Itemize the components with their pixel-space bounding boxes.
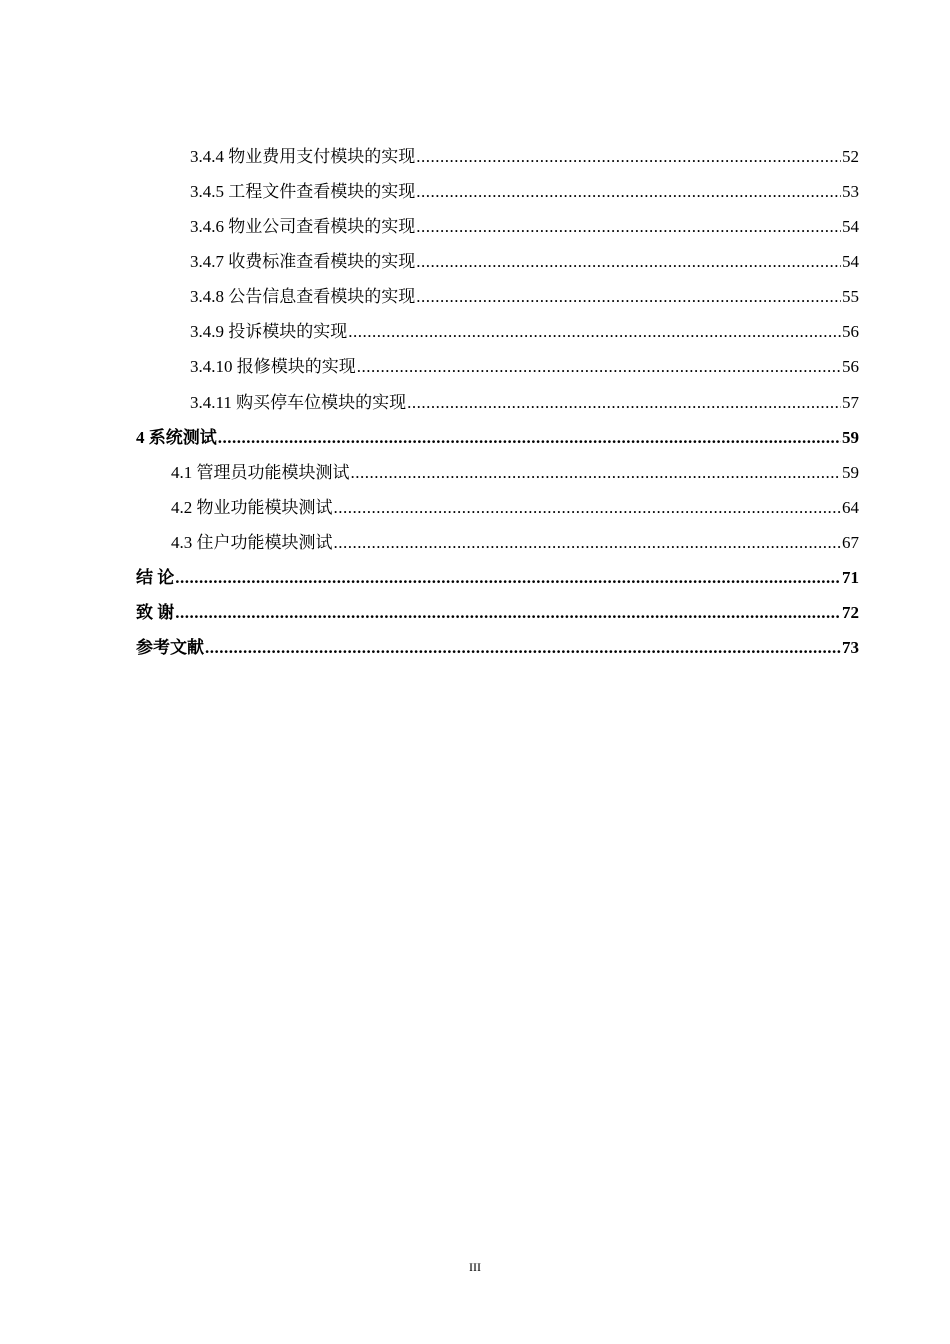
dot-leader [218, 423, 841, 453]
toc-entry-title: 3.4.11 购买停车位模块的实现 [190, 393, 407, 412]
toc-entry[interactable] [190, 317, 859, 347]
toc-entry-title: 4.2 物业功能模块测试 [171, 498, 333, 517]
toc-entry[interactable] [190, 142, 859, 172]
dot-leader [357, 352, 841, 382]
toc-entry-page: 71 [842, 568, 859, 587]
dot-leader [334, 493, 842, 523]
toc-entry-page: 67 [842, 533, 859, 552]
toc-entry-title: 参考文献 [136, 638, 204, 657]
toc-entry-page: 53 [842, 182, 859, 201]
toc-entry[interactable] [171, 458, 859, 488]
toc-entry-title: 4.1 管理员功能模块测试 [171, 463, 350, 482]
toc-entry-title: 3.4.7 收费标准查看模块的实现 [190, 252, 416, 271]
toc-entry-page: 57 [842, 393, 859, 412]
toc-entry-title: 3.4.10 报修模块的实现 [190, 357, 356, 376]
toc-entry-title: 3.4.9 投诉模块的实现 [190, 322, 348, 341]
toc-entry[interactable] [136, 423, 859, 453]
toc-entry[interactable] [136, 598, 859, 628]
toc-entry-title: 3.4.6 物业公司查看模块的实现 [190, 217, 416, 236]
dot-leader [175, 598, 841, 628]
toc-entry[interactable] [190, 247, 859, 277]
dot-leader [205, 633, 841, 663]
toc-entry-title: 3.4.8 公告信息查看模块的实现 [190, 287, 416, 306]
toc-entry[interactable] [190, 282, 859, 312]
page-number: III [469, 1260, 481, 1274]
toc-entry-page: 59 [842, 428, 859, 447]
dot-leader [416, 142, 841, 172]
dot-leader [175, 563, 841, 593]
toc-entry-page: 72 [842, 603, 859, 622]
dot-leader [416, 177, 841, 207]
toc-entry[interactable] [171, 528, 859, 558]
toc-entry-page: 56 [842, 322, 859, 341]
toc-entry-page: 55 [842, 287, 859, 306]
toc-entry-page: 54 [842, 217, 859, 236]
toc-entry-page: 52 [842, 147, 859, 166]
dot-leader [334, 528, 842, 558]
toc-entry-title: 3.4.5 工程文件查看模块的实现 [190, 182, 416, 201]
toc-entry[interactable] [190, 352, 859, 382]
toc-entry-title: 4.3 住户功能模块测试 [171, 533, 333, 552]
dot-leader [407, 388, 841, 418]
toc-entry-title: 4 系统测试 [136, 428, 217, 447]
toc-entry-page: 59 [842, 463, 859, 482]
toc-entry[interactable] [190, 212, 859, 242]
toc-entry-page: 73 [842, 638, 859, 657]
dot-leader [416, 212, 841, 242]
toc-entry[interactable] [136, 633, 859, 663]
toc-entry[interactable] [190, 388, 859, 418]
toc-entry-title: 结 论 [136, 568, 175, 587]
dot-leader [416, 282, 841, 312]
toc-entry-page: 64 [842, 498, 859, 517]
dot-leader [416, 247, 841, 277]
toc-entry-page: 54 [842, 252, 859, 271]
dot-leader [348, 317, 841, 347]
toc-entry-title: 3.4.4 物业费用支付模块的实现 [190, 147, 416, 166]
toc-entry-title: 致 谢 [136, 603, 175, 622]
toc-entry[interactable] [171, 493, 859, 523]
dot-leader [351, 458, 842, 488]
toc-entry-page: 56 [842, 357, 859, 376]
toc-entry[interactable] [190, 177, 859, 207]
toc-entry[interactable] [136, 563, 859, 593]
